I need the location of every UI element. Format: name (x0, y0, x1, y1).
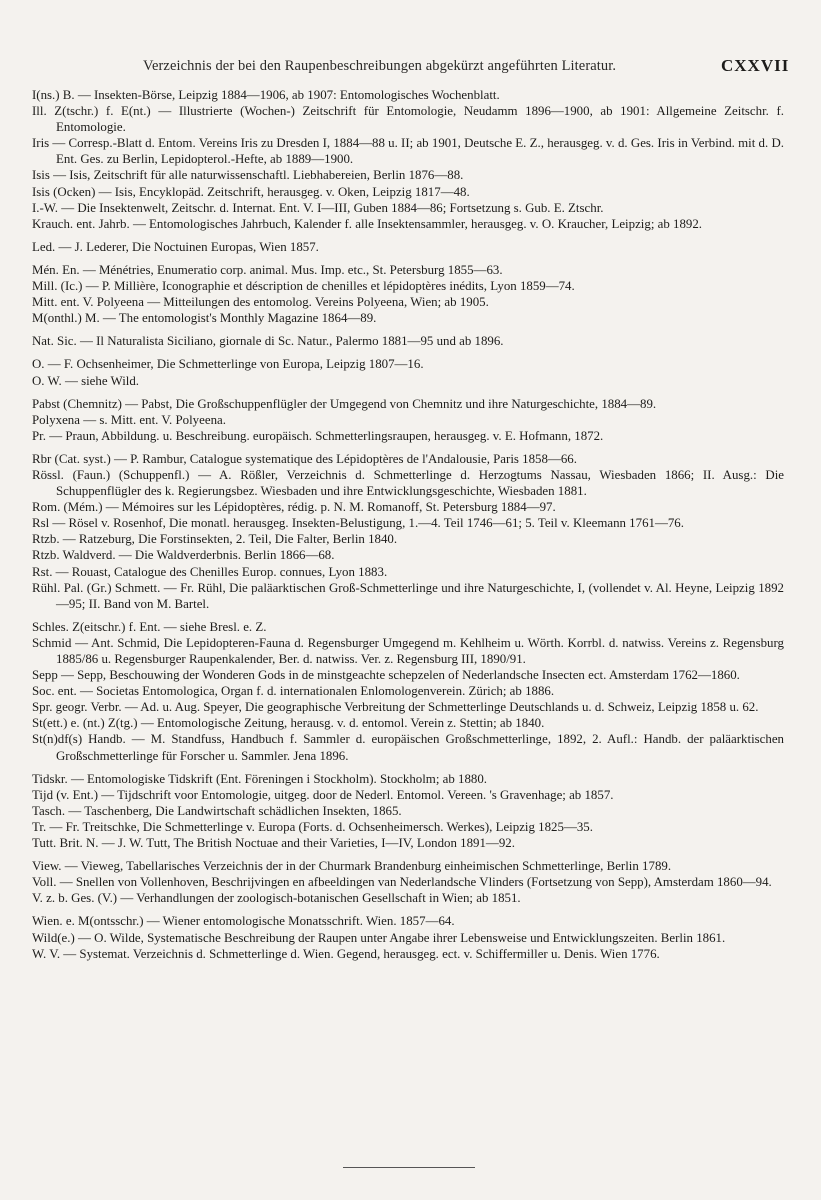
entry-abbreviation: I.-W. (32, 200, 59, 215)
bibliography-entry (32, 580, 784, 612)
entry-citation: — Fr. Rühl, Die paläarktischen Groß-Schmetterlinge und ihre Naturgeschichte, I, (vollendet v. Al. Heyne, Leipzig 1892—95; II. Band von M. Bartel. (56, 580, 784, 611)
entry-abbreviation: Schmid (32, 635, 72, 650)
entry-abbreviation: Wien. e. M(ontsschr.) (32, 914, 144, 929)
entry-citation: — Snellen von Vollenhoven, Beschrijvingen en afbeeldingen van Nederlandsche Vlinders (Fortsetzung von Sepp), Amsterdam 1860—94. (56, 875, 772, 890)
entry-abbreviation: Mén. En. (32, 262, 80, 277)
entry-citation: — Entomologiske Tidskrift (Ent. Föreningen i Stockholm). Stockholm; ab 1880. (67, 771, 488, 786)
bibliography-entry (32, 412, 784, 428)
entry-citation: — siehe Wild. (61, 373, 140, 388)
entry-citation: — Tijdschrift voor Entomologie, uitgeg. door de Nederl. Entomol. Vereen. 's Gravenhage; ab 1857. (98, 787, 614, 802)
bibliography-entry (32, 167, 784, 183)
entry-abbreviation: Isis (32, 168, 50, 183)
bibliography-entry (32, 87, 784, 103)
entry-abbreviation: O. W. (32, 373, 62, 388)
entry-abbreviation: Rtzb. Waldverd. (32, 548, 116, 563)
running-title: Verzeichnis der bei den Raupenbeschreibungen abgekürzt angeführten Literatur. (143, 58, 617, 74)
entry-abbreviation: Ill. Z(tschr.) f. E(nt.) (32, 104, 151, 119)
entry-citation: — Rösel v. Rosenhof, Die monatl. herausgeg. Insekten-Belustigung, 1.—4. Teil 1746—61; 5. Teil v. Kleemann 1761—76. (49, 516, 684, 531)
entry-citation: — P. Millière, Iconographie et déscription de chenilles et lépidoptères inédits, Lyon 1859—74. (82, 279, 575, 294)
bibliography-entry (32, 619, 784, 635)
bibliography-entry (32, 715, 784, 731)
entry-abbreviation: Rbr (Cat. syst.) (32, 451, 111, 466)
entry-abbreviation: Isis (Ocken) (32, 184, 96, 199)
bibliography-entry (32, 635, 784, 667)
entry-citation: — Verhandlungen der zoologisch-botanischen Gesellschaft in Wien; ab 1851. (117, 891, 521, 906)
entry-citation: — Wiener entomologische Monatsschrift. Wien. 1857—64. (143, 914, 455, 929)
bibliography-entry (32, 564, 784, 580)
bibliography-entry (32, 930, 784, 946)
entry-citation: — Vieweg, Tabellarisches Verzeichnis der in der Churmark Brandenburg einheimischen Schmetterlinge, Berlin 1789. (61, 859, 672, 874)
entry-abbreviation: Iris (32, 136, 50, 151)
bibliography-entry (32, 373, 784, 389)
entry-citation: — Systemat. Verzeichnis d. Schmetterlinge d. Wien. Gegend, herausgeg. ect. v. Schiffermiller u. Denis. Wien 1776. (60, 946, 660, 961)
bibliography-entry (32, 294, 784, 310)
entry-abbreviation: V. z. b. Ges. (V.) (32, 891, 118, 906)
bibliography-entry (32, 946, 784, 962)
bibliography-entry (32, 699, 784, 715)
entry-abbreviation: St(n)df(s) Handb. (32, 732, 126, 747)
entry-citation: — Ad. u. Aug. Speyer, Die geographische Verbreitung der Schmetterlinge Deutschlands u. d. Schweiz, Leipzig 1858 u. 62. (121, 700, 759, 715)
bibliography-entry (32, 103, 784, 135)
bibliography-entry (32, 819, 784, 835)
bibliography-entry (32, 262, 784, 278)
entry-citation: — Corresp.-Blatt d. Entom. Vereins Iris zu Dresden I, 1884—88 u. II; ab 1901, Deutsche E. Z., herausgeg. v. d. Ges. Iris in Verbind. mit d. D. Ent. Ges. zu Berlin, Lepidopterol.-Hefte, ab 1889—1900. (49, 136, 784, 167)
entry-abbreviation: W. V. (32, 946, 61, 961)
bibliography-entry (32, 278, 784, 294)
entry-citation: — Die Waldverderbnis. Berlin 1866—68. (115, 548, 335, 563)
entry-abbreviation: Mill. (Ic.) (32, 279, 83, 294)
entry-abbreviation: Pabst (Chemnitz) (32, 396, 122, 411)
entry-abbreviation: View. (32, 859, 62, 874)
entry-abbreviation: Rst. (32, 564, 53, 579)
bibliography-entry (32, 771, 784, 787)
entry-citation: — Taschenberg, Die Landwirtschaft schädlichen Insekten, 1865. (65, 803, 402, 818)
entry-citation: — F. Ochsenheimer, Die Schmetterlinge von Europa, Leipzig 1807—16. (44, 357, 424, 372)
bibliography-entry (32, 547, 784, 563)
entry-citation: — Fr. Treitschke, Die Schmetterlinge v. Europa (Forts. d. Ochsenheimersch. Werkes), Leipzig 1825—35. (46, 819, 593, 834)
entry-citation: — Insekten-Börse, Leipzig 1884—1906, ab 1907: Entomologisches Wochenblatt. (74, 88, 500, 102)
entry-abbreviation: Tasch. (32, 803, 66, 818)
bibliography-entry (32, 428, 784, 444)
bibliography-list (32, 87, 784, 962)
entry-citation: — Isis, Zeitschrift für alle naturwissenschaftl. Liebhabereien, Berlin 1876—88. (49, 168, 464, 183)
entry-citation: — Illustrierte (Wochen-) Zeitschrift für Entomologie, Neudamm 1896—1900, ab 1901: Allgemeine Zeitschr. f. Entomologie. (56, 104, 784, 135)
entry-abbreviation: Polyxena (32, 412, 80, 427)
bibliography-entry (32, 890, 784, 906)
entry-citation: — Mémoires sur les Lépidoptères, rédig. p. N. M. Romanoff, St. Petersburg 1884—97. (102, 500, 556, 515)
bibliography-entry (32, 333, 784, 349)
entry-citation: — J. W. Tutt, The British Noctuae and their Varieties, I—IV, London 1891—92. (98, 836, 515, 851)
bibliography-entry (32, 239, 784, 255)
entry-citation: — s. Mitt. ent. V. Polyeena. (79, 412, 226, 427)
entry-citation: — A. Rößler, Verzeichnis d. Schmetterlinge d. Herzogtums Nassau, Wiesbaden 1866; II. Ausg.: Die Schuppenflügler des k. Regierungsbez. Wiesbaden und ihre Entwicklungsgeschichte, Wiesbaden 1881. (56, 467, 784, 499)
bibliography-entry (32, 216, 784, 232)
entry-citation: — M. Standfuss, Handbuch f. Sammler d. europäischen Großschmetterlinge, 1892, 2. Aufl.: Handb. der paläarktischen Großschmetterlinge für Forscher u. Sammler. Jena 1896. (56, 732, 784, 763)
entry-abbreviation: Voll. (32, 875, 57, 890)
bibliography-entry (32, 467, 784, 499)
entry-citation: — Entomologische Zeitung, herausg. v. d. entomol. Verein z. Stettin; ab 1840. (137, 716, 545, 731)
entry-citation: — Pabst, Die Großschuppenflügler der Umgegend von Chemnitz und ihre Naturgeschichte, 1884—89. (121, 396, 657, 411)
bibliography-entry (32, 731, 784, 763)
bibliography-entry (32, 451, 784, 467)
bibliography-entry (32, 913, 784, 929)
entry-abbreviation: Schles. Z(eitschr.) f. Ent. (32, 619, 161, 634)
entry-abbreviation: Nat. Sic. (32, 334, 77, 349)
entry-citation: — Praun, Abbildung. u. Beschreibung. europäisch. Schmetterlingsraupen, herausgeg. v. E. Hofmann, 1872. (45, 428, 604, 443)
entry-citation: — Entomologisches Jahrbuch, Kalender f. alle Insektensammler, herausgeg. v. O. Kraucher, Leipzig; ab 1892. (129, 216, 703, 231)
entry-abbreviation: Tutt. Brit. N. (32, 836, 99, 851)
entry-citation: — Sepp, Beschouwing der Wonderen Gods in de minstgeachte schepzelen of Nederlandsche Insecten ect. Amsterdam 1762—1860. (57, 668, 740, 683)
entry-abbreviation: Sepp (32, 668, 58, 683)
entry-citation: — P. Rambur, Catalogue systematique des Lépidoptères de l'Andalousie, Paris 1858—66. (110, 451, 577, 466)
entry-abbreviation: Tr. (32, 819, 47, 834)
entry-abbreviation: Rtzb. (32, 532, 60, 547)
entry-abbreviation: St(ett.) e. (nt.) Z(tg.) (32, 716, 138, 731)
bibliography-entry (32, 787, 784, 803)
bibliography-entry (32, 499, 784, 515)
entry-abbreviation: Rössl. (Faun.) (Schuppenfl.) (32, 467, 190, 482)
entry-citation: — Die Insektenwelt, Zeitschr. d. Internat. Ent. V. I—III, Guben 1884—86; Fortsetzung s. Gub. E. Ztschr. (58, 200, 604, 215)
entry-citation: — Il Naturalista Siciliano, giornale di Sc. Natur., Palermo 1881—95 und ab 1896. (76, 334, 504, 349)
entry-abbreviation: M(onthl.) M. (32, 311, 100, 326)
entry-citation: — O. Wilde, Systematische Beschreibung der Raupen unter Angabe ihrer Lebensweise und Entwicklungszeiten. Berlin 1861. (74, 930, 726, 945)
entry-citation: — Isis, Encyklopäd. Zeitschrift, herausgeg. v. Oken, Leipzig 1817—48. (95, 184, 470, 199)
entry-citation: — Societas Entomologica, Organ f. d. internationalen Enlomologenverein. Zürich; ab 1886. (76, 684, 555, 699)
entry-citation: — Ratzeburg, Die Forstinsekten, 2. Teil, Die Falter, Berlin 1840. (59, 532, 398, 547)
entry-citation: — Ménétries, Enumeratio corp. animal. Mus. Imp. etc., St. Petersburg 1855—63. (79, 262, 503, 277)
entry-citation: — Rouast, Catalogue des Chenilles Europ. connues, Lyon 1883. (52, 564, 388, 579)
entry-abbreviation: Tidskr. (32, 771, 68, 786)
entry-abbreviation: I(ns.) B. (32, 88, 75, 102)
bibliography-entry (32, 667, 784, 683)
entry-abbreviation: Krauch. ent. Jahrb. (32, 216, 130, 231)
entry-citation: — Mitteilungen des entomolog. Vereins Polyeena, Wien; ab 1905. (143, 295, 489, 310)
page-number: CXXVII (721, 56, 790, 75)
bibliography-entry (32, 200, 784, 216)
entry-abbreviation: O. (32, 357, 45, 372)
entry-abbreviation: Rsl (32, 516, 50, 531)
bibliography-entry (32, 135, 784, 167)
entry-citation: — Ant. Schmid, Die Lepidopteren-Fauna d. Regensburger Umgegend m. Kehlheim u. Wörth. Korrbl. d. natwiss. Vereins z. Regensburg 1885/86 u. Regensburger Raupenkalender, Ber. d. natwiss. Ver. z. Regensburg III, 1890/91. (56, 635, 784, 666)
entry-abbreviation: Rom. (Mém.) (32, 500, 103, 515)
entry-abbreviation: Led. (32, 239, 56, 254)
entry-abbreviation: Wild(e.) (32, 930, 75, 945)
footer-rule (343, 1167, 475, 1168)
bibliography-entry (32, 515, 784, 531)
bibliography-entry (32, 356, 784, 372)
entry-abbreviation: Soc. ent. (32, 684, 77, 699)
bibliography-entry (32, 184, 784, 200)
bibliography-entry (32, 396, 784, 412)
bibliography-entry (32, 531, 784, 547)
entry-citation: — siehe Bresl. e. Z. (160, 619, 267, 634)
bibliography-entry (32, 835, 784, 851)
entry-abbreviation: Pr. (32, 428, 46, 443)
entry-abbreviation: Spr. geogr. Verbr. (32, 700, 122, 715)
entry-citation: — J. Lederer, Die Noctuinen Europas, Wien 1857. (55, 239, 319, 254)
entry-abbreviation: Mitt. ent. V. Polyeena (32, 295, 144, 310)
entry-abbreviation: Rühl. Pal. (Gr.) Schmett. (32, 580, 161, 595)
bibliography-entry (32, 310, 784, 326)
bibliography-entry (32, 683, 784, 699)
entry-abbreviation: Tijd (v. Ent.) (32, 787, 99, 802)
entry-citation: — The entomologist's Monthly Magazine 1864—89. (99, 311, 377, 326)
bibliography-entry (32, 874, 784, 890)
page-header (0, 52, 821, 82)
bibliography-entry (32, 803, 784, 819)
bibliography-entry (32, 858, 784, 874)
